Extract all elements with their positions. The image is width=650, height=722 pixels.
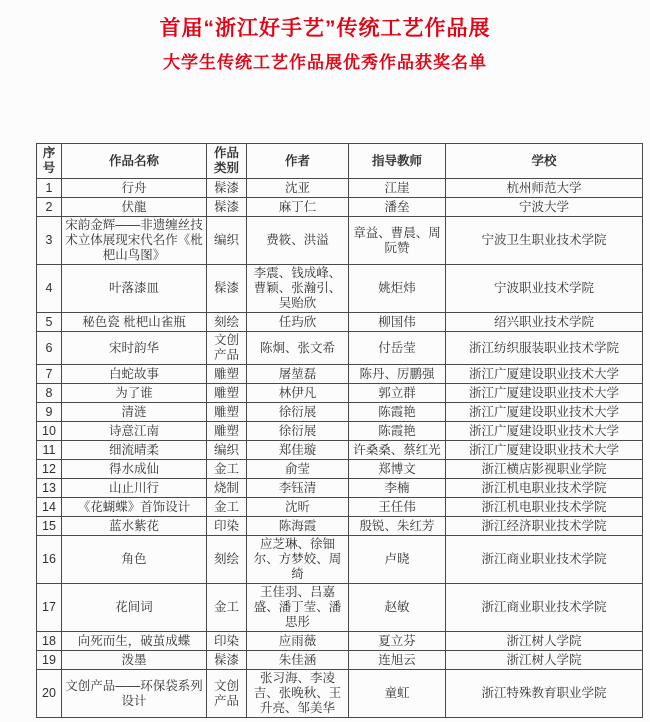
table-cell: 应雨薇 [247,632,349,651]
column-header: 作品类别 [207,144,247,179]
table-cell: 浙江商业职业技术学院 [446,584,643,632]
table-cell: 郭立群 [349,384,446,403]
table-cell: 浙江机电职业技术学院 [446,498,643,517]
table-row [37,651,643,670]
table-cell: 花间词 [62,584,207,632]
table-cell: 行舟 [62,179,207,198]
table-cell: 宋时韵华 [62,332,207,365]
table-cell: 童虹 [349,670,446,718]
table-cell: 林伊凡 [247,384,349,403]
table-row [37,217,643,265]
table-cell: 姚炬炜 [349,265,446,313]
page-subtitle: 大学生传统工艺作品展优秀作品获奖名单 [163,53,487,72]
table-cell: 细流晴柔 [62,441,207,460]
table-cell: 赵敏 [349,584,446,632]
table-cell: 浙江树人学院 [446,632,643,651]
table-row [37,198,643,217]
table-cell: 编织 [207,217,247,265]
table-cell: 编织 [207,441,247,460]
table-cell: 王任伟 [349,498,446,517]
table-cell: 金工 [207,498,247,517]
table-cell: 麻丁仁 [247,198,349,217]
table-cell: 文创产品 [207,332,247,365]
table-cell: 诗意江南 [62,422,207,441]
table-cell: 浙江树人学院 [446,651,643,670]
table-cell: 印染 [207,517,247,536]
table-cell: 浙江纺织服装职业技术学院 [446,332,643,365]
header-row [37,144,643,179]
table-row [37,517,643,536]
table-cell: 浙江特殊教育职业学院 [446,670,643,718]
table-cell: 印染 [207,632,247,651]
table-cell: 得水成仙 [62,460,207,479]
table-cell: 浙江广厦建设职业技术大学 [446,422,643,441]
table-cell: 角色 [62,536,207,584]
table-cell: 雕塑 [207,365,247,384]
document-header [0,0,650,73]
table-cell: 金工 [207,584,247,632]
table-cell: 柳国伟 [349,313,446,332]
table-row [37,384,643,403]
table-cell: 沈昕 [247,498,349,517]
table-cell: 18 [37,632,62,651]
table-cell: 张习海、李凌吉、张晚秋、王升亮、邹美华 [247,670,349,718]
table-cell: 卢晓 [349,536,446,584]
table-cell: 为了谁 [62,384,207,403]
table-cell: 16 [37,536,62,584]
table-cell: 许桑桑、蔡红光 [349,441,446,460]
table-cell: 向死而生，破茧成蝶 [62,632,207,651]
table-cell: 髹漆 [207,651,247,670]
table-cell: 6 [37,332,62,365]
table-cell: 清涟 [62,403,207,422]
table-cell: 文创产品 [207,670,247,718]
table-row [37,632,643,651]
table-cell: 蓝水紫花 [62,517,207,536]
table-cell: 《花蝴蝶》首饰设计 [62,498,207,517]
table-cell: 1 [37,179,62,198]
table-cell: 19 [37,651,62,670]
table-cell: 雕塑 [207,422,247,441]
table-cell: 8 [37,384,62,403]
table-cell: 烧制 [207,479,247,498]
awards-table [36,143,643,718]
table-cell: 浙江广厦建设职业技术大学 [446,441,643,460]
table-cell: 陈海霞 [247,517,349,536]
table-cell: 12 [37,460,62,479]
table-row [37,460,643,479]
table-cell: 夏立芬 [349,632,446,651]
table-cell: 4 [37,265,62,313]
table-cell: 金工 [207,460,247,479]
table-cell: 付岳莹 [349,332,446,365]
table-cell: 陈炯、张文希 [247,332,349,365]
table-cell: 俞莹 [247,460,349,479]
table-cell: 13 [37,479,62,498]
table-cell: 章益、曹晨、周阮赞 [349,217,446,265]
table-cell: 浙江广厦建设职业技术大学 [446,403,643,422]
table-cell: 徐衍展 [247,422,349,441]
table-cell: 叶落漆皿 [62,265,207,313]
table-cell: 江崖 [349,179,446,198]
table-cell: 泼墨 [62,651,207,670]
table-cell: 20 [37,670,62,718]
column-header: 序号 [37,144,62,179]
table-cell: 17 [37,584,62,632]
table-row [37,179,643,198]
table-row [37,536,643,584]
column-header: 学校 [446,144,643,179]
table-row [37,584,643,632]
column-header: 指导教师 [349,144,446,179]
table-cell: 绍兴职业技术学院 [446,313,643,332]
table-cell: 李楠 [349,479,446,498]
table-cell: 徐衍展 [247,403,349,422]
table-cell: 山止川行 [62,479,207,498]
table-row [37,670,643,718]
table-cell: 11 [37,441,62,460]
table-cell: 连旭云 [349,651,446,670]
table-cell: 浙江广厦建设职业技术大学 [446,365,643,384]
table-cell: 宋韵金辉——非遗缠丝技术立体展现宋代名作《枇杷山鸟图》 [62,217,207,265]
table-row [37,498,643,517]
table-cell: 郑佳璇 [247,441,349,460]
table-row [37,403,643,422]
table-cell: 宁波职业技术学院 [446,265,643,313]
table-cell: 屠堃磊 [247,365,349,384]
table-cell: 雕塑 [207,403,247,422]
column-header: 作者 [247,144,349,179]
table-cell: 7 [37,365,62,384]
table-cell: 沈亚 [247,179,349,198]
page-title: 首届“浙江好手艺”传统工艺作品展 [159,17,491,40]
table-cell: 浙江横店影视职业学院 [446,460,643,479]
table-cell: 髹漆 [207,265,247,313]
table-cell: 2 [37,198,62,217]
table-cell: 白蛇故事 [62,365,207,384]
table-cell: 应芝琳、徐钿尔、方梦姣、周绮 [247,536,349,584]
table-cell: 5 [37,313,62,332]
table-row [37,441,643,460]
table-cell: 潘垒 [349,198,446,217]
table-row [37,332,643,365]
table-cell: 髹漆 [207,179,247,198]
table-cell: 李钰清 [247,479,349,498]
table-cell: 宁波大学 [446,198,643,217]
table-body [37,179,643,718]
table-cell: 陈霞艳 [349,422,446,441]
table-cell: 髹漆 [207,198,247,217]
table-cell: 14 [37,498,62,517]
table-cell: 秘色瓷 枇杷山雀瓶 [62,313,207,332]
table-cell: 郑博文 [349,460,446,479]
table-row [37,265,643,313]
table-cell: 15 [37,517,62,536]
table-cell: 浙江商业职业技术学院 [446,536,643,584]
table-cell: 朱佳涵 [247,651,349,670]
table-row [37,365,643,384]
table-cell: 文创产品——环保袋系列设计 [62,670,207,718]
table-cell: 杭州师范大学 [446,179,643,198]
table-cell: 陈霞艳 [349,403,446,422]
table-row [37,422,643,441]
table-cell: 9 [37,403,62,422]
table-cell: 费筱、洪溢 [247,217,349,265]
table-cell: 雕塑 [207,384,247,403]
table-cell: 刻绘 [207,313,247,332]
table-cell: 伏龍 [62,198,207,217]
table-row [37,479,643,498]
table-cell: 宁波卫生职业技术学院 [446,217,643,265]
table-cell: 王佳羽、吕嘉盛、潘丁莹、潘思彤 [247,584,349,632]
table-cell: 陈丹、厉鹏强 [349,365,446,384]
table-cell: 殷锐、朱红芳 [349,517,446,536]
table-cell: 浙江广厦建设职业技术大学 [446,384,643,403]
table-row [37,313,643,332]
table-cell: 李震、钱成峰、曹颖、张瀚引、吴贻欣 [247,265,349,313]
table-cell: 浙江机电职业技术学院 [446,479,643,498]
table-cell: 任玙欣 [247,313,349,332]
table-cell: 3 [37,217,62,265]
table-cell: 10 [37,422,62,441]
table-cell: 刻绘 [207,536,247,584]
column-header: 作品名称 [62,144,207,179]
table-cell: 浙江经济职业技术学院 [446,517,643,536]
